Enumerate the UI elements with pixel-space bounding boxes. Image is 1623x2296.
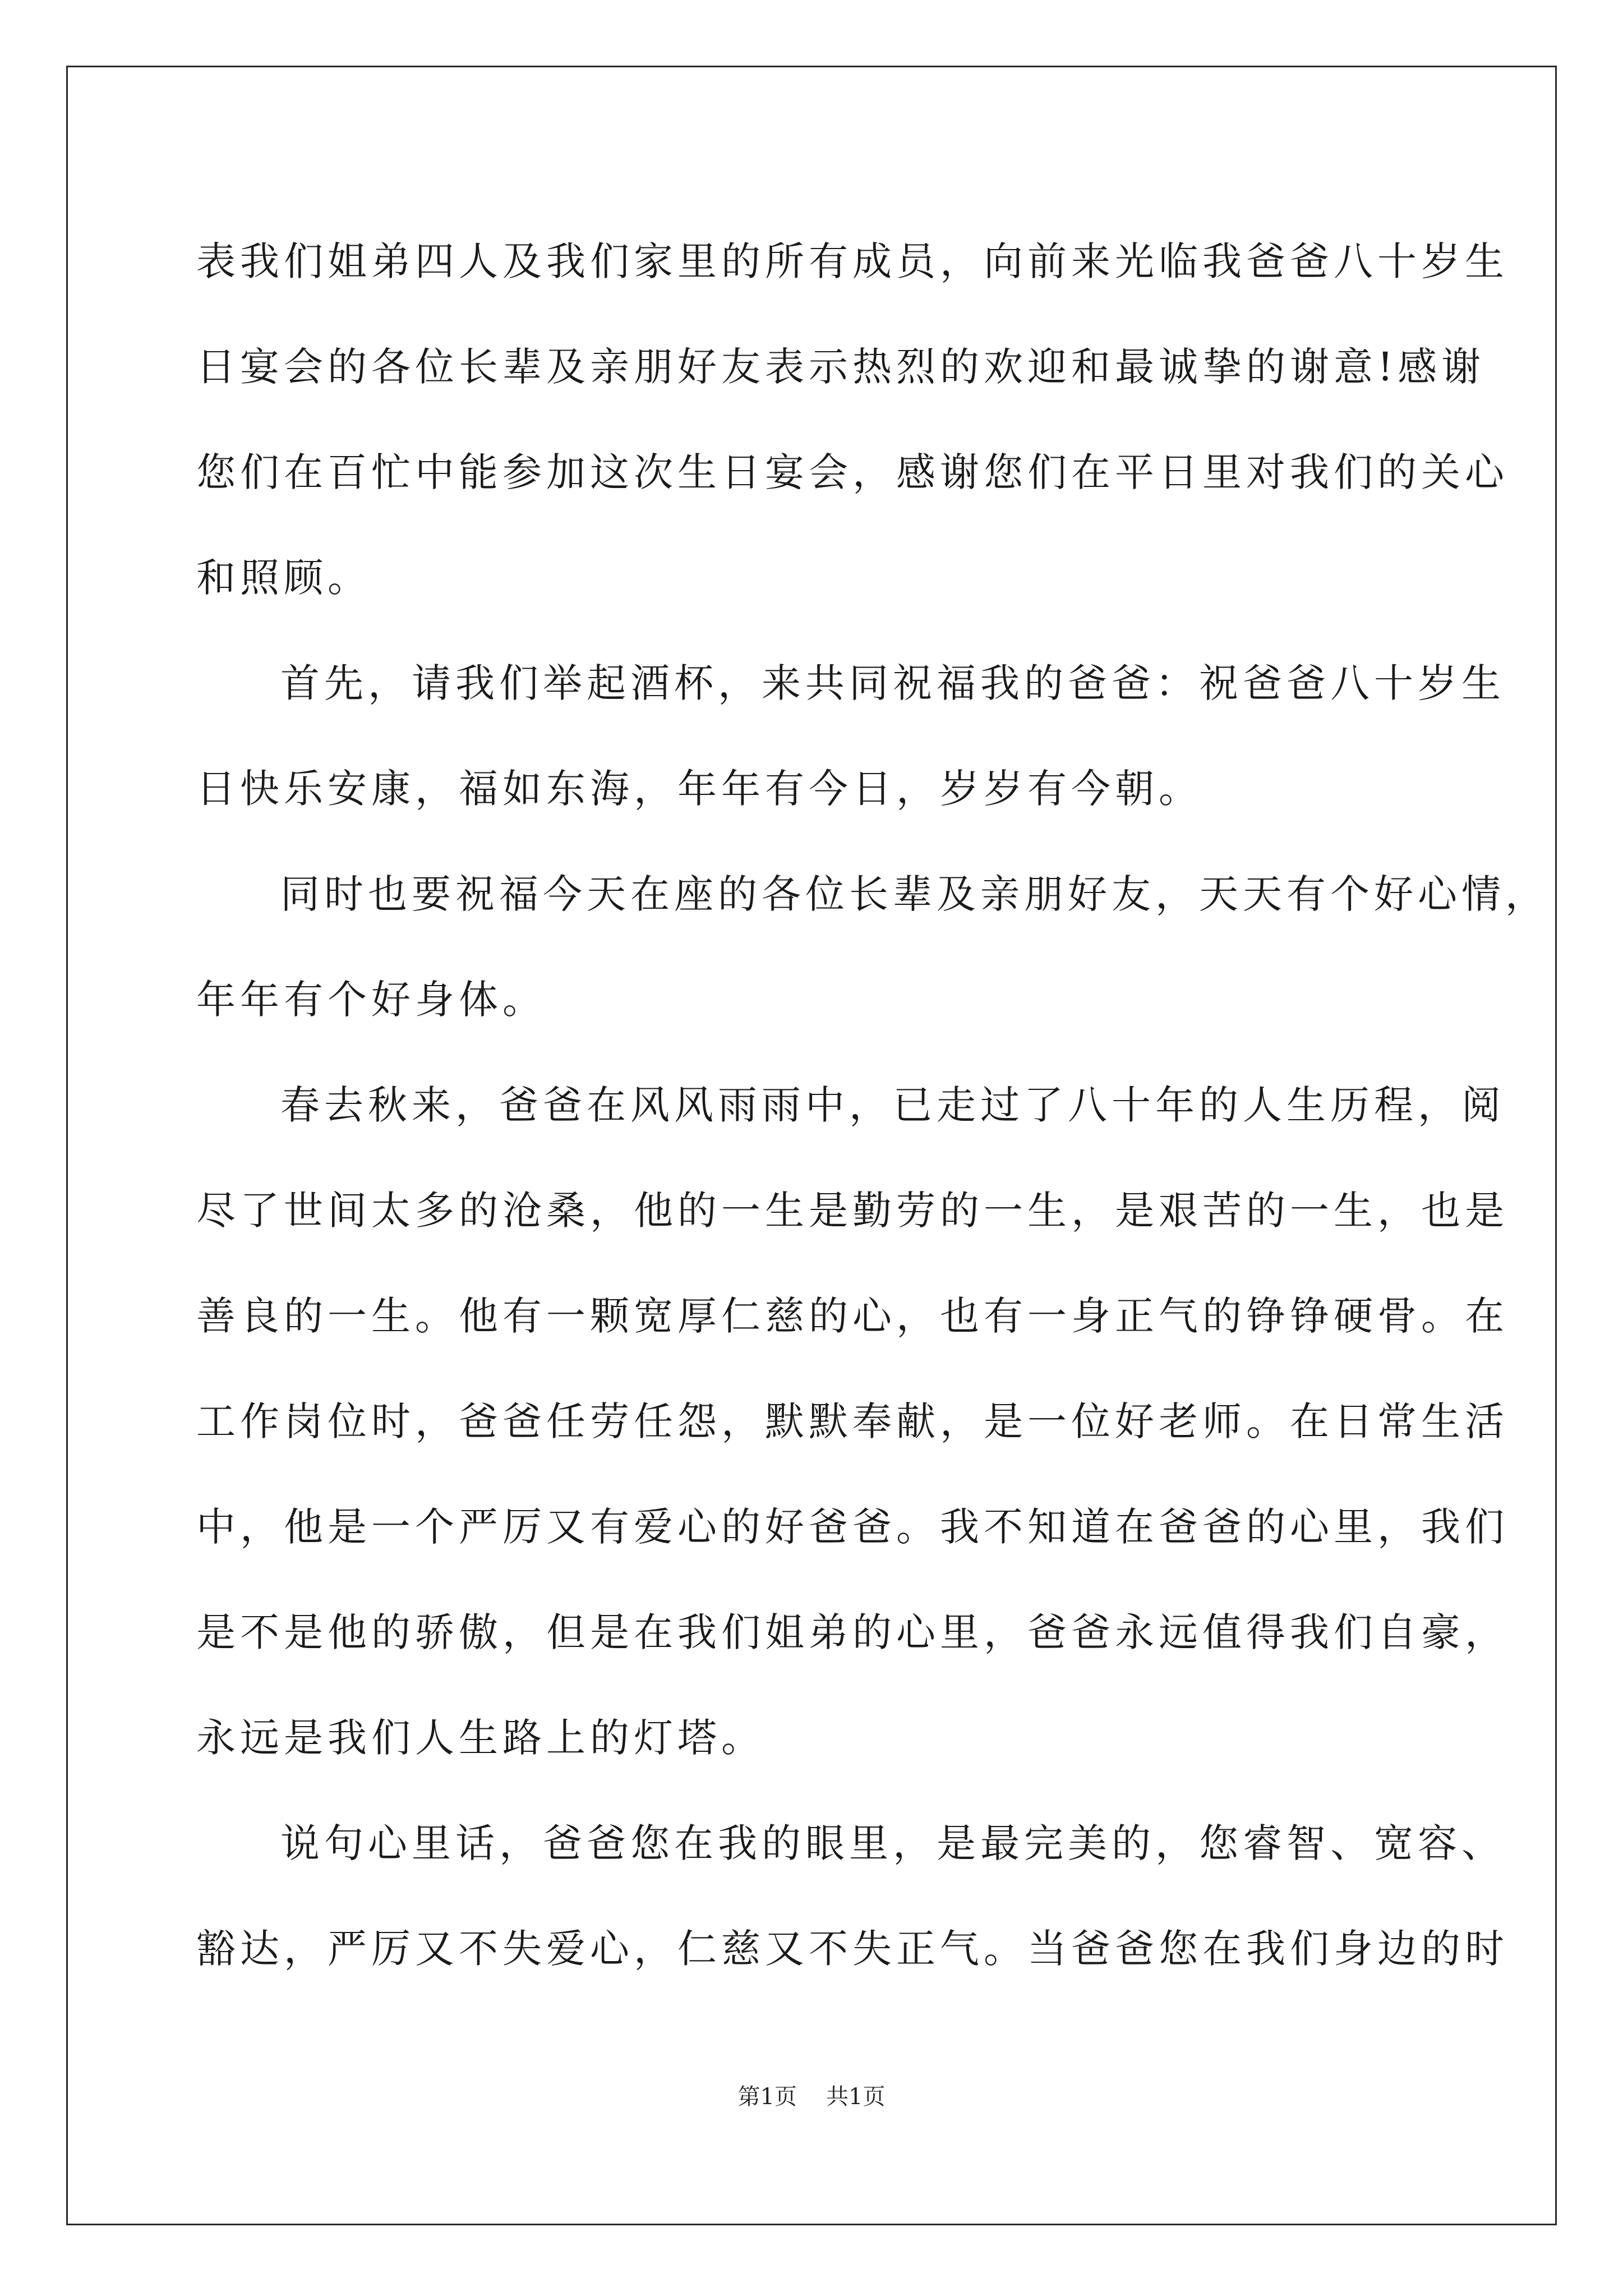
text-line: 善良的一生。他有一颗宽厚仁慈的心，也有一身正气的铮铮硬骨。在 <box>196 1293 1509 1339</box>
document-body <box>196 209 1549 2001</box>
text-line: 日快乐安康，福如东海，年年有今日，岁岁有今朝。 <box>196 766 1202 812</box>
page-number-current: 第1页 <box>737 2084 797 2110</box>
text-line: 年年有个好身体。 <box>196 977 546 1023</box>
text-line: 是不是他的骄傲，但是在我们姐弟的心里，爸爸永远值得我们自豪， <box>196 1609 1509 1655</box>
page-number-total: 共1页 <box>826 2084 886 2110</box>
text-line: 豁达，严厉又不失爱心，仁慈又不失正气。当爸爸您在我们身边的时 <box>196 1926 1509 1972</box>
text-line: 说句心里话，爸爸您在我的眼里，是最完美的，您睿智、宽容、 <box>280 1820 1505 1866</box>
text-line: 首先，请我们举起酒杯，来共同祝福我的爸爸：祝爸爸八十岁生 <box>280 660 1505 706</box>
text-line: 日宴会的各位长辈及亲朋好友表示热烈的欢迎和最诚挚的谢意!感谢 <box>196 344 1486 390</box>
text-line: 永远是我们人生路上的灯塔。 <box>196 1715 765 1761</box>
text-line: 春去秋来，爸爸在风风雨雨中，已走过了八十年的人生历程，阅 <box>280 1082 1505 1128</box>
page-footer <box>0 2080 1623 2114</box>
text-line: 同时也要祝福今天在座的各位长辈及亲朋好友，天天有个好心情， <box>280 871 1549 917</box>
text-line: 您们在百忙中能参加这次生日宴会，感谢您们在平日里对我们的关心 <box>196 449 1509 495</box>
text-line: 和照顾。 <box>196 555 371 601</box>
text-line: 中，他是一个严厉又有爱心的好爸爸。我不知道在爸爸的心里，我们 <box>196 1504 1509 1550</box>
text-line: 表我们姐弟四人及我们家里的所有成员，向前来光临我爸爸八十岁生 <box>196 238 1509 284</box>
text-line: 尽了世间太多的沧桑，他的一生是勤劳的一生，是艰苦的一生，也是 <box>196 1188 1509 1234</box>
text-line: 工作岗位时，爸爸任劳任怨，默默奉献，是一位好老师。在日常生活 <box>196 1398 1509 1444</box>
